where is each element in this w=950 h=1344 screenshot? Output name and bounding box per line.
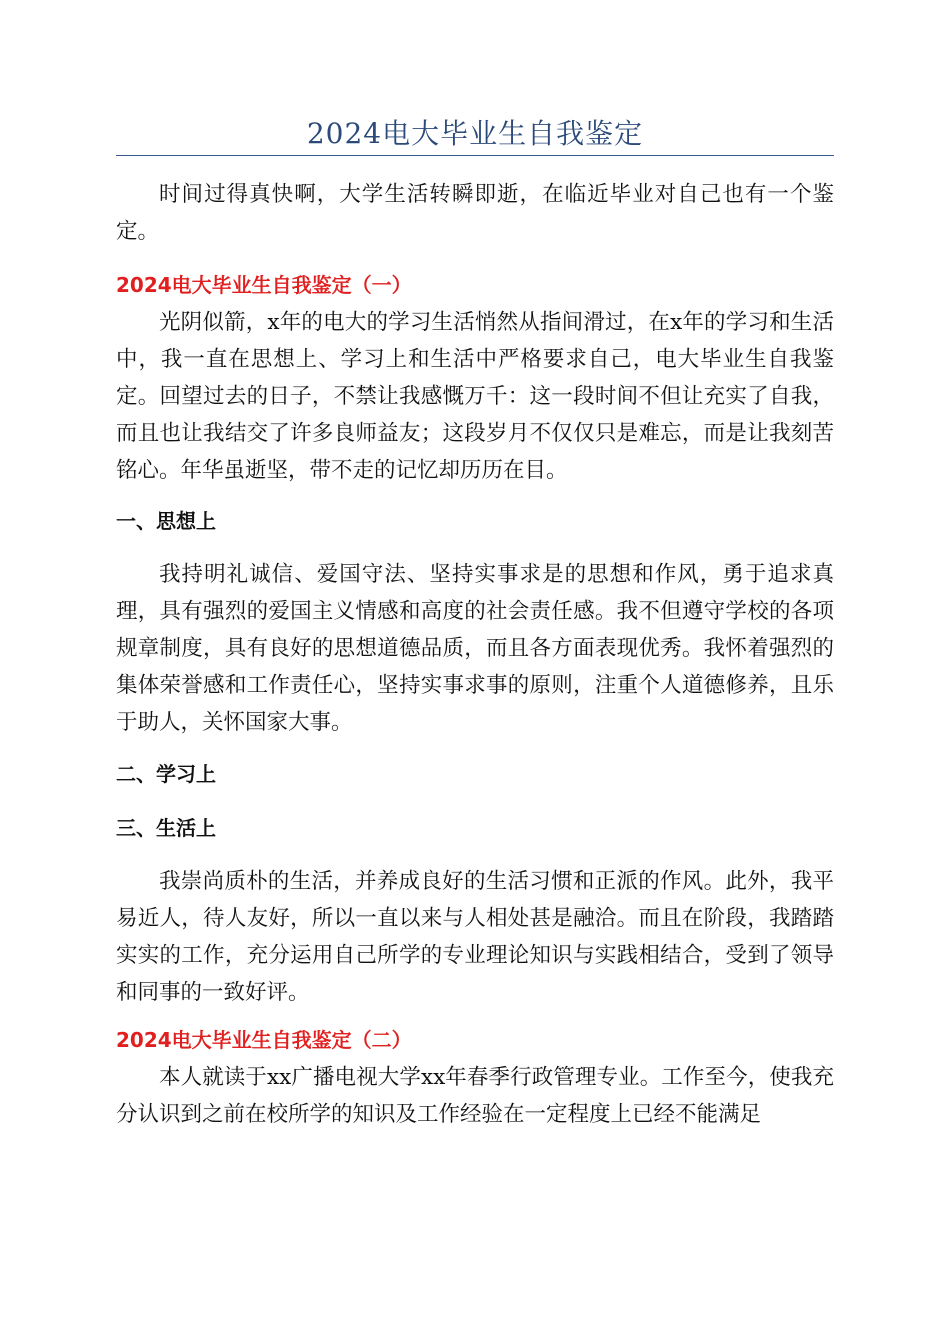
section-heading-1: 2024电大毕业生自我鉴定（一） xyxy=(116,273,412,297)
sub-heading-thought: 一、思想上 xyxy=(116,509,216,533)
sub-heading-life: 三、生活上 xyxy=(116,816,216,840)
sub-heading-study: 二、学习上 xyxy=(116,762,216,786)
life-paragraph: 我崇尚质朴的生活，并养成良好的生活习惯和正派的作风。此外，我平易近人，待人友好，所以一直以来与人相处甚是融洽。而且在阶段，我踏踏实实的工作，充分运用自己所学的专业理论知识与实践相结合，受到了领导和同事的一致好评。 xyxy=(116,869,834,1005)
section-2-paragraph: 本人就读于xx广播电视大学xx年春季行政管理专业。工作至今，使我充分认识到之前在校所学的知识及工作经验在一定程度上已经不能满足 xyxy=(116,1065,834,1127)
document-title: 2024电大毕业生自我鉴定 xyxy=(306,117,644,150)
intro-paragraph: 时间过得真快啊，大学生活转瞬即逝，在临近毕业对自己也有一个鉴定。 xyxy=(116,182,834,244)
document-body xyxy=(116,176,834,1133)
section-heading-2: 2024电大毕业生自我鉴定（二） xyxy=(116,1028,412,1052)
title-underline xyxy=(116,155,834,156)
thought-paragraph: 我持明礼诚信、爱国守法、坚持实事求是的思想和作风，勇于追求真理，具有强烈的爱国主义情感和高度的社会责任感。我不但遵守学校的各项规章制度，具有良好的思想道德品质，而且各方面表现优秀。我怀着强烈的集体荣誉感和工作责任心，坚持实事求事的原则，注重个人道德修养，且乐于助人，关怀国家大事。 xyxy=(116,562,834,735)
section-1-paragraph: 光阴似箭，x年的电大的学习生活悄然从指间滑过，在x年的学习和生活中，我一直在思想上、学习上和生活中严格要求自己，电大毕业生自我鉴定。回望过去的日子，不禁让我感慨万千：这一段时间不但让充实了自我，而且也让我结交了许多良师益友；这段岁月不仅仅只是难忘，而是让我刻苦铭心。年华虽逝坚，带不走的记忆却历历在目。 xyxy=(116,310,834,483)
